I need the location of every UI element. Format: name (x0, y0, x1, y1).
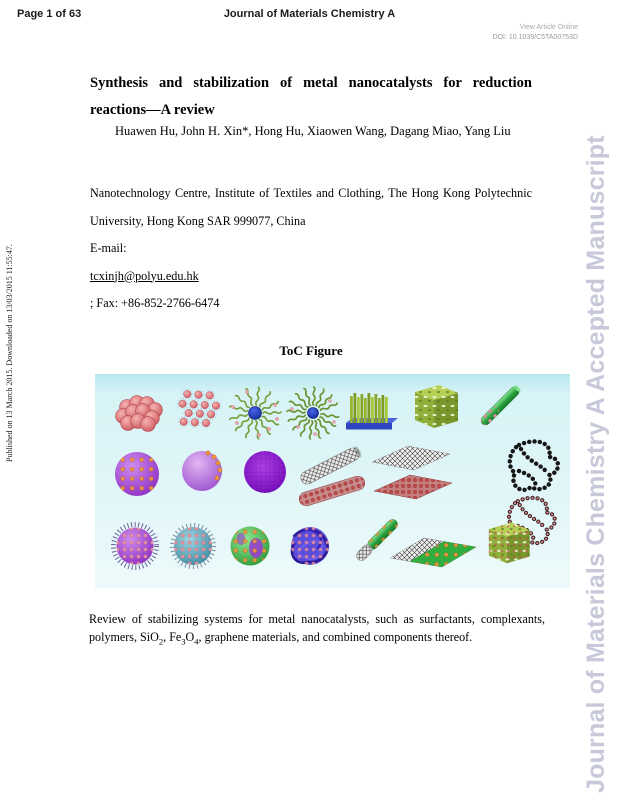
journal-name: Journal of Materials Chemistry A (223, 8, 396, 20)
contact-line (90, 235, 532, 318)
polymer-tangle-with-nanoparticles (291, 527, 329, 565)
affiliation-line1: Nanotechnology Centre, Institute of Textiles and Clothing, The Hong Kong Polytechnic (90, 186, 532, 200)
toc-figure-heading: ToC Figure (279, 343, 343, 358)
carbon-nanotubes (297, 445, 366, 508)
metal-nanoparticle-cluster (116, 396, 163, 432)
nanorod-array-on-substrate (346, 393, 398, 430)
toc-caption: Review of stabilizing systems for metal nanocatalysts, such as surfactants, complexants, polymers, SiO$_2$, $Fe_3O_4$, graphene materials, and combined components thereof. (89, 612, 545, 647)
hybrid-nanorod (354, 517, 399, 562)
graphene-sheet-decorated (374, 475, 452, 499)
page-number-label: Page 1 of 63 (17, 8, 82, 20)
complexant-coated-sphere (172, 525, 214, 567)
nanoparticle-decorated-silica-sphere (115, 452, 159, 496)
article-affiliation (90, 180, 532, 318)
toc-figure-image (95, 374, 570, 588)
core-shell-sphere (182, 451, 222, 491)
nanoparticle-superlattice (174, 385, 223, 432)
graphene-sheet-pristine (372, 446, 450, 470)
surfactant-micelle-stabilized-nanoparticle (229, 387, 281, 439)
patterned-oxide-sphere (244, 451, 286, 493)
graphene-sheets (372, 446, 452, 499)
published-downloaded-stamp: Published on 13 March 2015. Downloaded on 13/03/2015 11:55:47. (5, 244, 14, 462)
polymer-wrapped-nanoparticle-sphere (114, 525, 157, 568)
nanoparticle-loaded-porous-cube (489, 522, 530, 563)
article-title-line1: Synthesis and stabilization of metal nanocatalysts for reduction (90, 75, 532, 91)
view-article-online-link[interactable]: View Article Online (519, 24, 578, 31)
article-authors: Huawen Hu, John H. Xin*, Hong Hu, Xiaowen Wang, Dagang Miao, Yang Liu (115, 124, 511, 138)
hybrid-graphene-sheet (390, 538, 476, 567)
green-support-sphere-with-nanoparticles (231, 527, 270, 566)
accepted-manuscript-stamp: Journal of Materials Chemistry A Accepted Manuscript (582, 135, 610, 793)
article-title-line2: reactions—A review (90, 102, 215, 118)
fax-text: ; Fax: +86-852-2766-6474 (90, 296, 220, 310)
nanorod-with-nanoparticles (479, 384, 522, 427)
crumpled-carbon-network-pristine (510, 441, 558, 489)
article-title (90, 70, 532, 124)
doi-block (493, 23, 578, 43)
email-label: E-mail: (90, 241, 127, 255)
email-link[interactable]: tcxinjh@polyu.edu.hk (90, 268, 199, 283)
polymer-brush-stabilized-nanoparticle (287, 387, 339, 439)
doi-link[interactable]: DOI: 10.1039/C5TA00753D (492, 34, 578, 42)
affiliation-line2: University, Hong Kong SAR 999077, China (90, 213, 306, 228)
porous-cube-support (415, 385, 458, 428)
